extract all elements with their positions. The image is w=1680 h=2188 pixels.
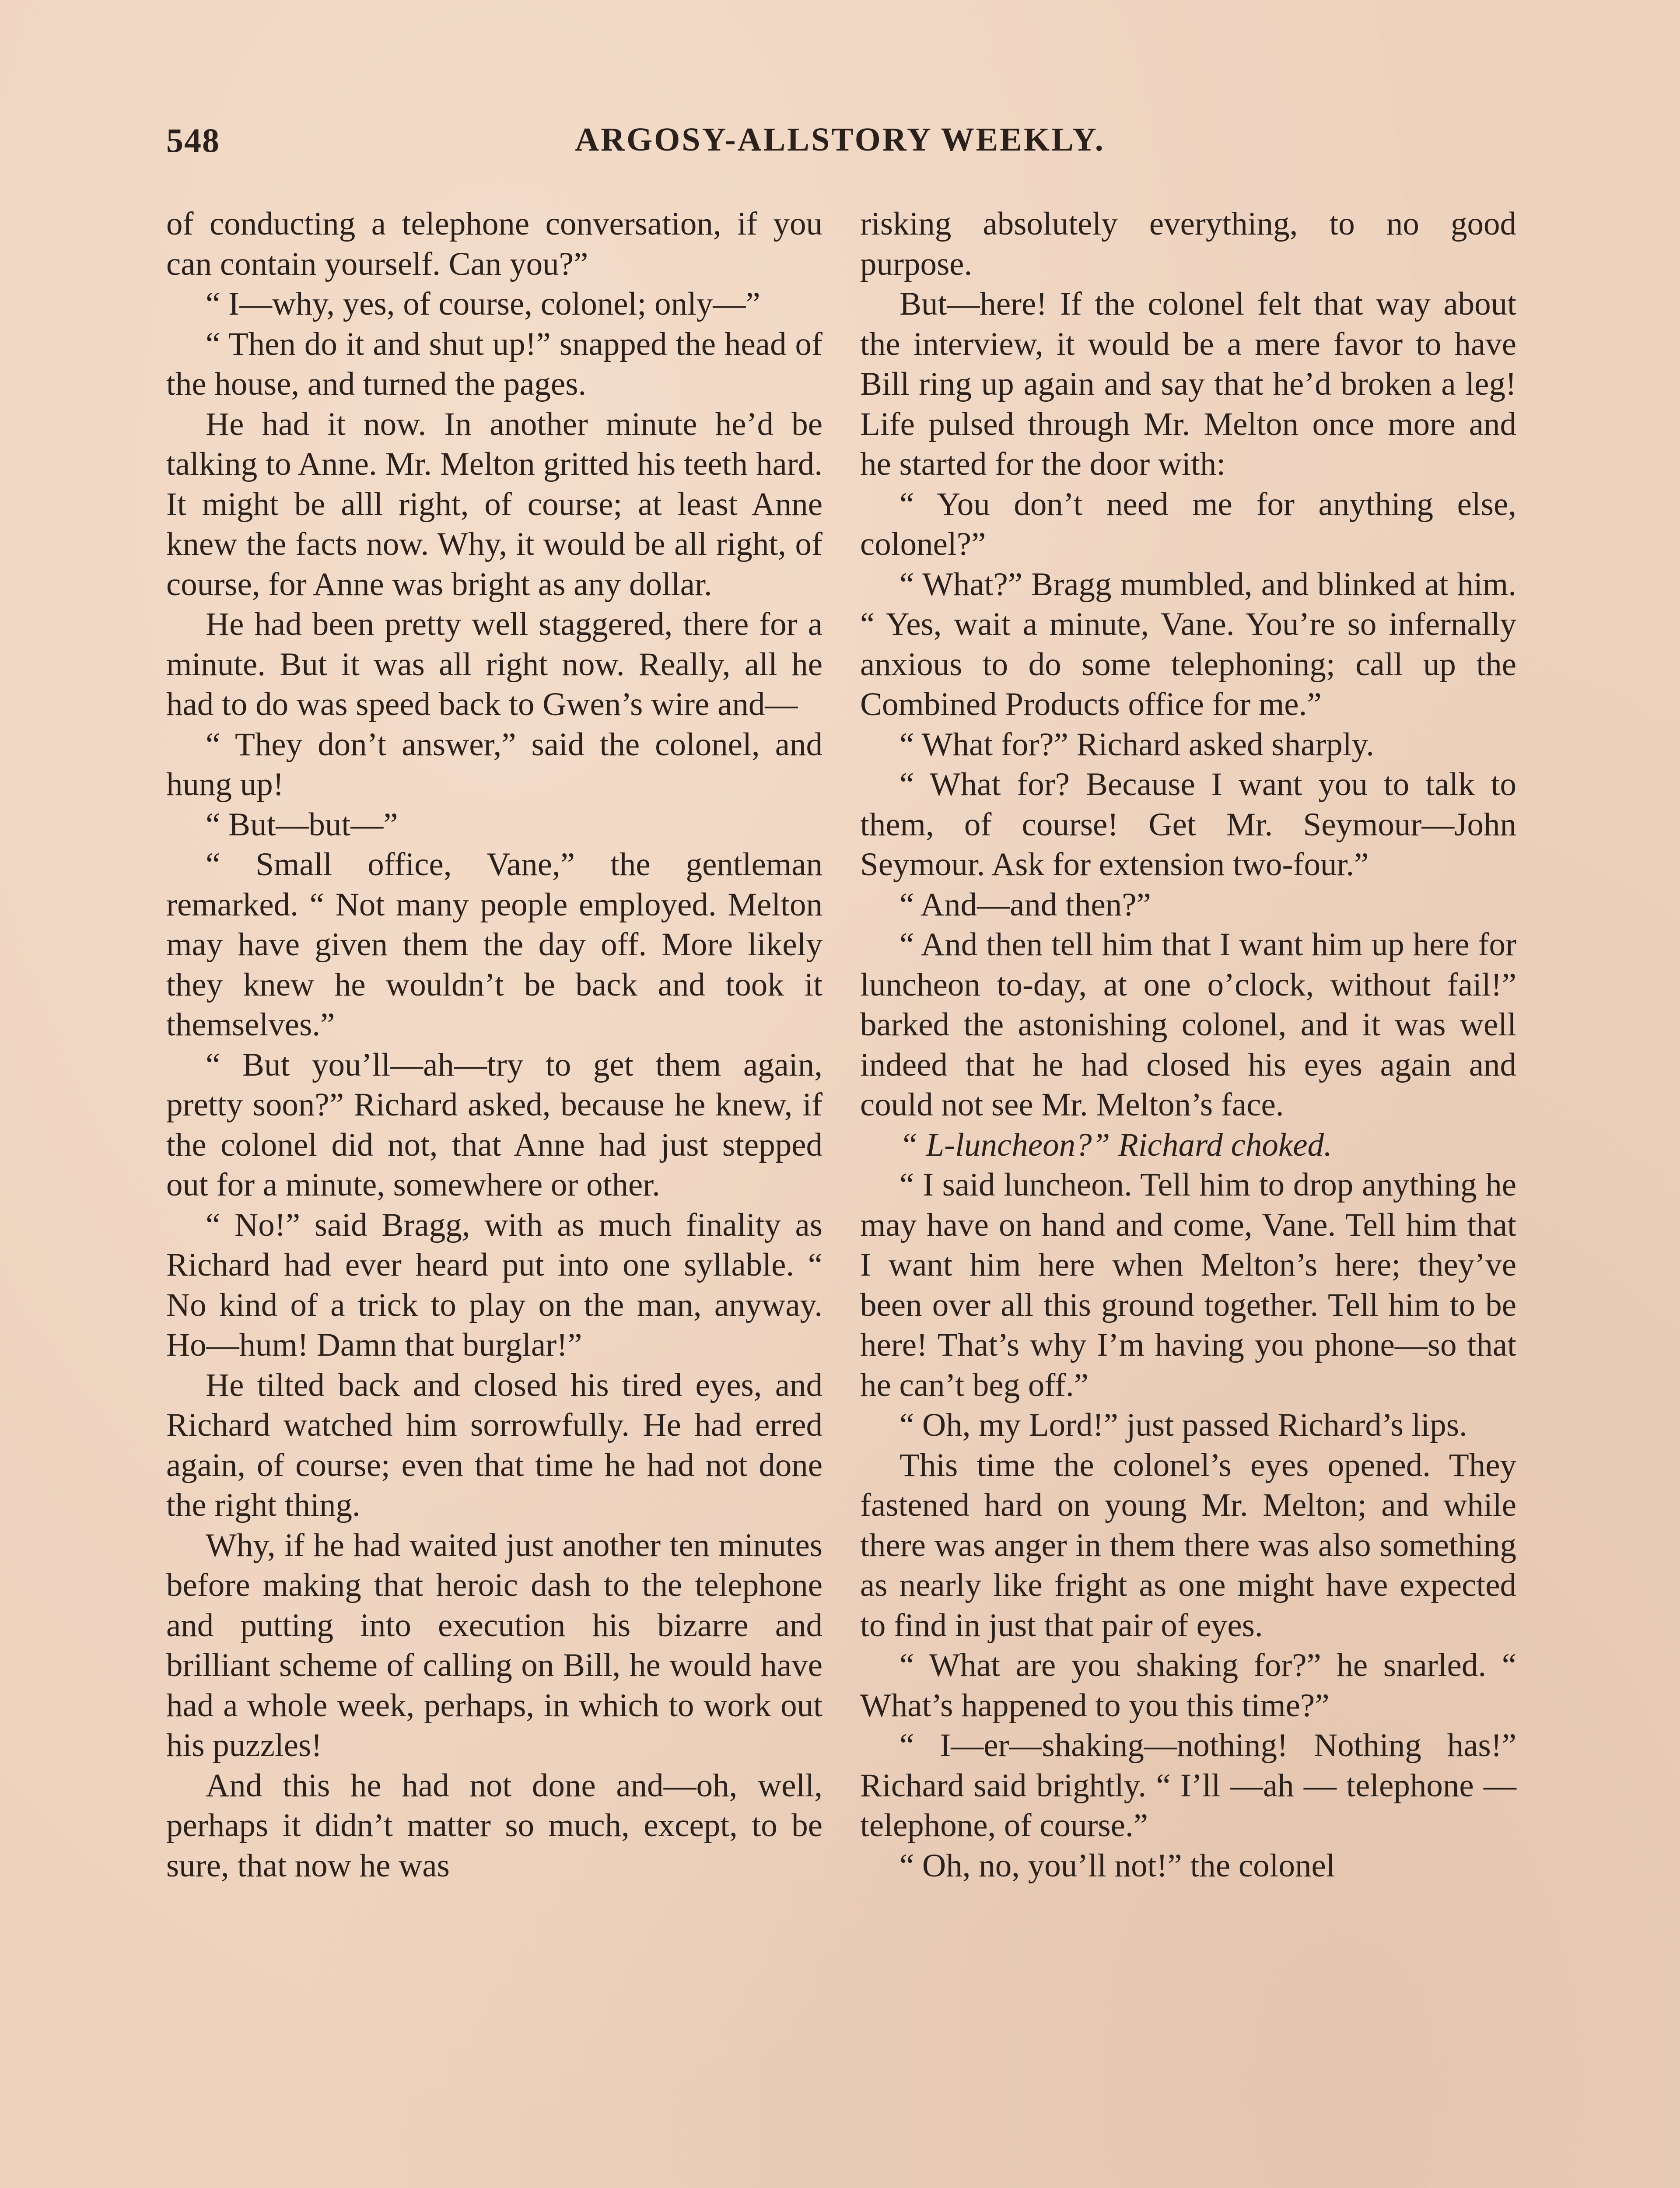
- paragraph: “ Oh, my Lord!” just passed Richard’s lips.: [900, 1407, 1467, 1443]
- paragraph: “ Small office, Vane,” the gentleman remarked. “ Not many people employed. Melton may have given them the day off. More likely they knew he wouldn’t be back and took it themselves.”: [166, 846, 822, 1043]
- paragraph: “ And—and then?”: [900, 886, 1151, 923]
- paragraph: “ But—but—”: [206, 806, 398, 843]
- paragraph: “ I—er—shaking—nothing! Nothing has!” Richard said brightly. “ I’ll —ah — telephone — telephone, of course.”: [860, 1727, 1516, 1844]
- paragraph: “ Then do it and shut up!” snapped the head of the house, and turned the pages.: [166, 326, 822, 402]
- paragraph: “ I said luncheon. Tell him to drop anything he may have on hand and come, Vane. Tell him that I want him here when Melton’s here; they’ve been over all this ground together. Tell him to be here! That’s why I’m having you phone—so that he can’t beg off.”: [860, 1167, 1516, 1403]
- paragraph: “ And then tell him that I want him up here for luncheon to-day, at one o’clock, without fail!” barked the astonishing colonel, and it was well indeed that he had closed his eyes again and could not see Mr. Melton’s face.: [860, 926, 1516, 1123]
- paragraph: of conducting a telephone conversation, if you can contain yourself. Can you?”: [166, 206, 822, 282]
- paragraph: He had been pretty well staggered, there for a minute. But it was all right now. Really, all he had to do was speed back to Gwen’s wire and—: [166, 606, 822, 722]
- italic-text: “ L-luncheon?” Richard choked.: [900, 1126, 1332, 1163]
- paragraph: He had it now. In another minute he’d be talking to Anne. Mr. Melton gritted his teeth hard. It might be alll right, of course; at least Anne knew the facts now. Why, it would be all right, of course, for Anne was bright as any dollar.: [166, 406, 822, 603]
- paragraph: Why, if he had waited just another ten minutes before making that heroic dash to the telephone and putting into execution his bizarre and brilliant scheme of calling on Bill, he would have had a whole week, perhaps, in which to work out his puzzles!: [166, 1527, 822, 1764]
- paragraph: “ What for?” Richard asked sharply.: [900, 726, 1374, 763]
- left-column: [166, 204, 822, 1886]
- paragraph: “ They don’t answer,” said the colonel, and hung up!: [166, 726, 822, 803]
- page-number: 548: [166, 121, 220, 159]
- paragraph: “ What for? Because I want you to talk to them, of course! Get Mr. Seymour—John Seymour. Ask for extension two-four.”: [860, 766, 1516, 883]
- paragraph: “ I—why, yes, of course, colonel; only—”: [206, 286, 760, 322]
- paragraph: He tilted back and closed his tired eyes, and Richard watched him sorrowfully. He had erred again, of course; even that time he had not done the right thing.: [166, 1367, 822, 1523]
- paragraph: “ But you’ll—ah—try to get them again, pretty soon?” Richard asked, because he knew, if the colonel did not, that Anne had just stepped out for a minute, somewhere or other.: [166, 1046, 822, 1203]
- page-header: [166, 121, 1514, 173]
- right-column: [860, 204, 1516, 1886]
- paragraph: “ What are you shaking for?” he snarled. “ What’s happened to you this time?”: [860, 1647, 1516, 1724]
- paragraph: “ No!” said Bragg, with as much finality as Richard had ever heard put into one syllable. “ No kind of a trick to play on the man, anyway. Ho—hum! Damn that burglar!”: [166, 1206, 822, 1363]
- paragraph-italic: [860, 1125, 1516, 1165]
- running-title: ARGOSY-ALLSTORY WEEKLY.: [575, 121, 1105, 158]
- paragraph: “ What?” Bragg mumbled, and blinked at him. “ Yes, wait a minute, Vane. You’re so infernally anxious to do some telephoning; call up the Combined Products office for me.”: [860, 566, 1516, 722]
- paragraph: This time the colonel’s eyes opened. They fastened hard on young Mr. Melton; and while there was anger in them there was also something as nearly like fright as one might have expected to find in just that pair of eyes.: [860, 1447, 1516, 1644]
- paragraph: But—here! If the colonel felt that way about the interview, it would be a mere favor to have Bill ring up again and say that he’d broken a leg! Life pulsed through Mr. Melton once more and he started for the door with:: [860, 286, 1516, 482]
- paragraph: risking absolutely everything, to no good purpose.: [860, 206, 1516, 282]
- paragraph: And this he had not done and—oh, well, perhaps it didn’t matter so much, except, to be sure, that now he was: [166, 1767, 822, 1884]
- paragraph: “ You don’t need me for anything else, colonel?”: [860, 486, 1516, 562]
- paragraph: “ Oh, no, you’ll not!” the colonel: [900, 1847, 1335, 1884]
